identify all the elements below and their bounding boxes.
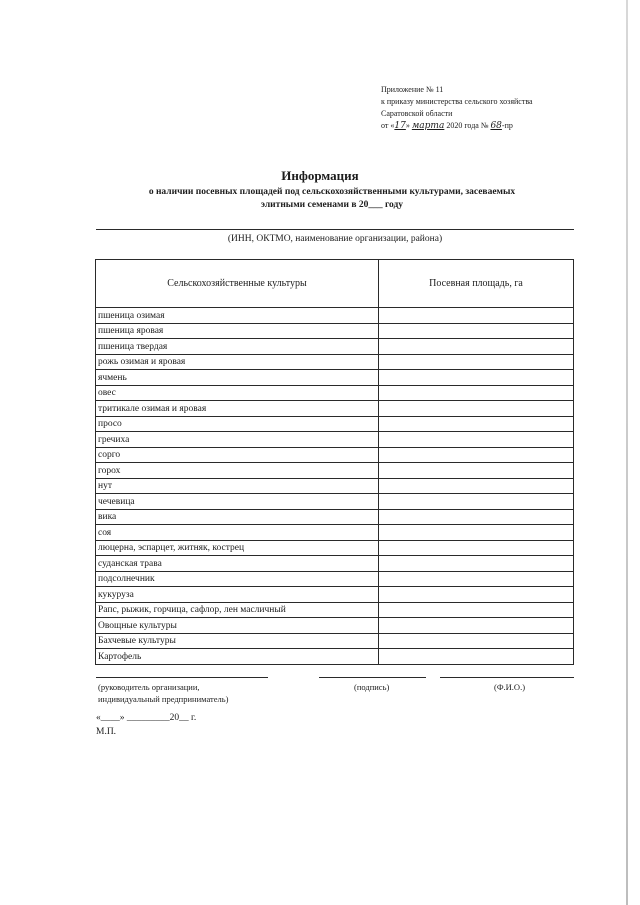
table-row	[96, 385, 574, 401]
table-row	[96, 509, 574, 525]
name-line	[440, 677, 574, 678]
head-label	[98, 681, 228, 705]
crop-name-cell: просо	[96, 416, 379, 432]
order-number: 68	[490, 121, 502, 131]
header-area: Посевная площадь, га	[379, 260, 574, 308]
crops-table-body	[96, 308, 574, 665]
header-crops: Сельскохозяйственные культуры	[96, 260, 379, 308]
table-row	[96, 649, 574, 665]
crop-name-cell: нут	[96, 478, 379, 494]
area-value-cell[interactable]	[379, 478, 574, 494]
crops-table	[95, 259, 574, 665]
crop-name-cell: Овощные культуры	[96, 618, 379, 634]
area-value-cell[interactable]	[379, 339, 574, 355]
area-value-cell[interactable]	[379, 509, 574, 525]
area-value-cell[interactable]	[379, 633, 574, 649]
crop-name-cell: тритикале озимая и яровая	[96, 401, 379, 417]
crop-name-cell: кукуруза	[96, 587, 379, 603]
area-value-cell[interactable]	[379, 618, 574, 634]
crop-name-cell: люцерна, эспарцет, житняк, кострец	[96, 540, 379, 556]
area-value-cell[interactable]	[379, 370, 574, 386]
crop-name-cell: овес	[96, 385, 379, 401]
table-row	[96, 587, 574, 603]
crop-name-cell: рожь озимая и яровая	[96, 354, 379, 370]
name-label: (Ф.И.О.)	[494, 682, 526, 692]
area-value-cell[interactable]	[379, 540, 574, 556]
crop-name-cell: пшеница озимая	[96, 308, 379, 324]
table-row	[96, 463, 574, 479]
area-value-cell[interactable]	[379, 571, 574, 587]
table-row	[96, 602, 574, 618]
order-suffix: -пр	[501, 121, 513, 130]
table-row	[96, 370, 574, 386]
table-row	[96, 339, 574, 355]
date-day: 17	[394, 121, 406, 131]
area-value-cell[interactable]	[379, 525, 574, 541]
area-value-cell[interactable]	[379, 401, 574, 417]
area-value-cell[interactable]	[379, 556, 574, 572]
table-row	[96, 323, 574, 339]
table-row	[96, 308, 574, 324]
scan-edge	[626, 0, 628, 905]
crop-name-cell: чечевица	[96, 494, 379, 510]
crop-name-cell: вика	[96, 509, 379, 525]
organization-caption: (ИНН, ОКТМО, наименование организации, района)	[227, 234, 443, 244]
document-subtitle	[112, 186, 552, 212]
area-value-cell[interactable]	[379, 587, 574, 603]
table-row	[96, 478, 574, 494]
table-row	[96, 432, 574, 448]
crop-name-cell: Картофель	[96, 649, 379, 665]
organization-fill-line	[96, 229, 574, 230]
appendix-order-ref: к приказу министерства сельского хозяйства	[381, 97, 533, 106]
area-value-cell[interactable]	[379, 463, 574, 479]
crop-name-cell: сорго	[96, 447, 379, 463]
crop-name-cell: пшеница твердая	[96, 339, 379, 355]
table-row	[96, 540, 574, 556]
signature-line	[319, 677, 426, 678]
crop-name-cell: гречиха	[96, 432, 379, 448]
appendix-number: Приложение № 11	[381, 85, 444, 94]
subtitle-line-2: элитными семенами в 20___ году	[260, 200, 404, 210]
date-mid: »	[405, 121, 412, 130]
area-value-cell[interactable]	[379, 432, 574, 448]
crop-name-cell: пшеница яровая	[96, 323, 379, 339]
area-value-cell[interactable]	[379, 354, 574, 370]
area-value-cell[interactable]	[379, 385, 574, 401]
crop-name-cell: горох	[96, 463, 379, 479]
crop-name-cell: соя	[96, 525, 379, 541]
crop-name-cell: ячмень	[96, 370, 379, 386]
date-month: марта	[411, 121, 445, 131]
appendix-date-line	[381, 120, 533, 132]
table-row	[96, 401, 574, 417]
crop-name-cell: Рапс, рыжик, горчица, сафлор, лен масличный	[96, 602, 379, 618]
appendix-block	[381, 84, 533, 132]
area-value-cell[interactable]	[379, 323, 574, 339]
area-value-cell[interactable]	[379, 308, 574, 324]
table-row	[96, 354, 574, 370]
head-label-line-2: индивидуальный предприниматель)	[98, 694, 229, 704]
appendix-region: Саратовской области	[381, 109, 453, 118]
area-value-cell[interactable]	[379, 416, 574, 432]
table-row	[96, 525, 574, 541]
head-label-line-1: (руководитель организации,	[98, 682, 200, 692]
document-title: Информация	[281, 168, 359, 183]
table-row	[96, 556, 574, 572]
signature-label: (подпись)	[354, 682, 390, 692]
crop-name-cell: Бахчевые культуры	[96, 633, 379, 649]
crop-name-cell: суданская трава	[96, 556, 379, 572]
date-year: 2020 года №	[444, 121, 489, 130]
table-row	[96, 416, 574, 432]
table-row	[96, 494, 574, 510]
date-prefix: от «	[381, 121, 395, 130]
table-row	[96, 633, 574, 649]
subtitle-line-1: о наличии посевных площадей под сельскохозяйственными культурами, засеваемых	[148, 187, 516, 197]
stamp-place: М.П.	[96, 727, 117, 737]
date-fill-line: «____» _________20__ г.	[96, 713, 197, 723]
area-value-cell[interactable]	[379, 649, 574, 665]
table-row	[96, 447, 574, 463]
area-value-cell[interactable]	[379, 447, 574, 463]
table-row	[96, 571, 574, 587]
head-signature-line	[96, 677, 268, 678]
area-value-cell[interactable]	[379, 602, 574, 618]
crop-name-cell: подсолнечник	[96, 571, 379, 587]
table-header-row	[96, 260, 574, 308]
area-value-cell[interactable]	[379, 494, 574, 510]
table-row	[96, 618, 574, 634]
